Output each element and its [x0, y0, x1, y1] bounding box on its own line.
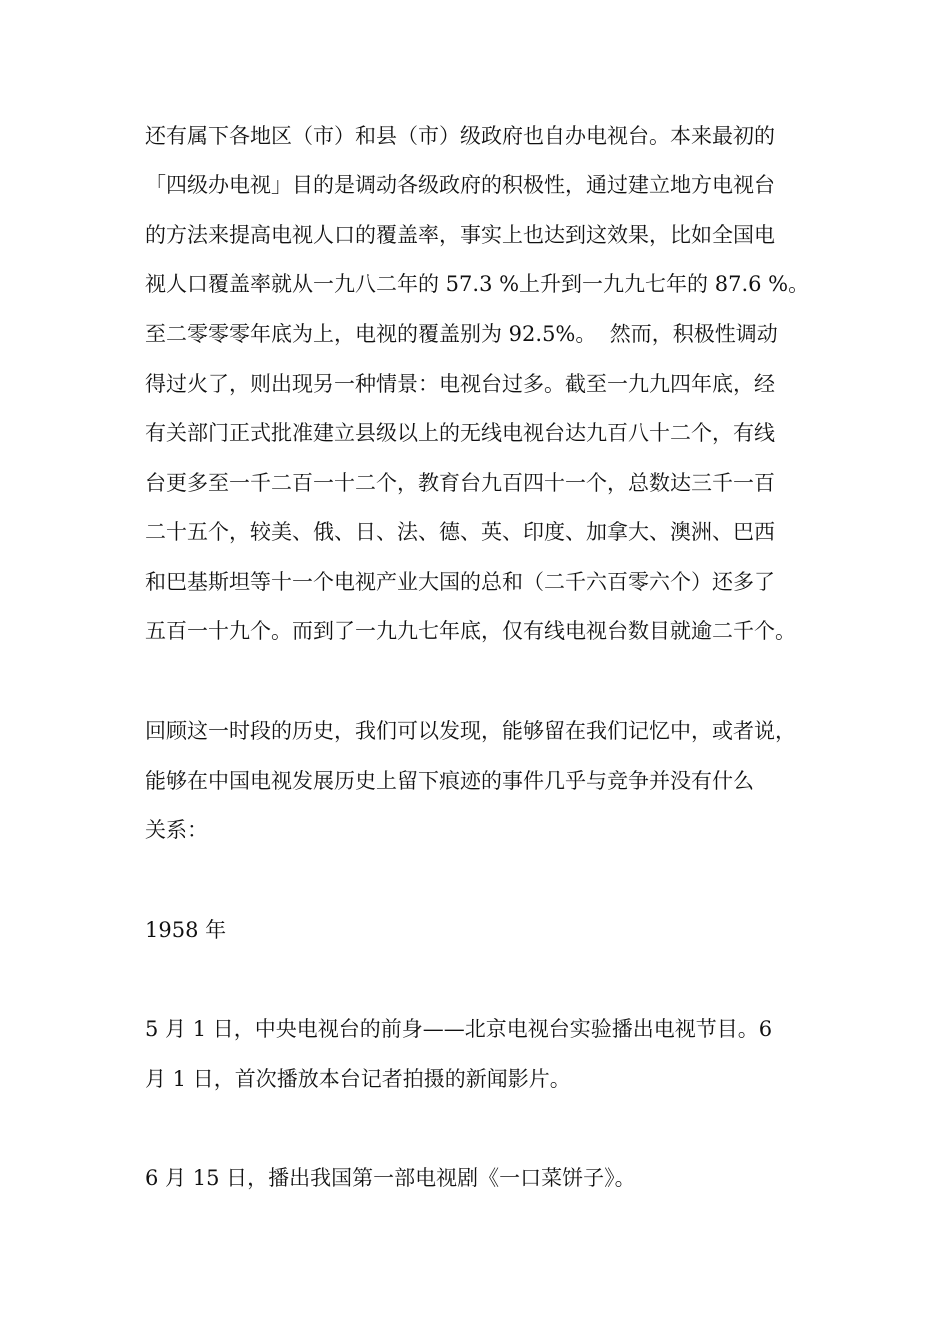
- paragraph-line: 视人口覆盖率就从一九八二年的 57.3 %上升到一九九七年的 87.6 %。: [145, 272, 810, 296]
- paragraph-line: 「四级办电视」目的是调动各级政府的积极性，通过建立地方电视台: [145, 173, 775, 197]
- paragraph-line: 能够在中国电视发展历史上留下痕迹的事件几乎与竞争并没有什么: [145, 769, 754, 793]
- paragraph-line: 关系：: [145, 818, 208, 842]
- entry-line: 6 月 15 日，播出我国第一部电视剧《一口菜饼子》。: [145, 1166, 636, 1190]
- paragraph-line: 得过火了，则出现另一种情景：电视台过多。截至一九九四年底，经: [145, 372, 775, 396]
- paragraph-line: 二十五个，较美、俄、日、法、德、英、印度、加拿大、澳洲、巴西: [145, 520, 775, 544]
- paragraph-line: 的方法来提高电视人口的覆盖率，事实上也达到这效果，比如全国电: [145, 223, 775, 247]
- paragraph-line: 和巴基斯坦等十一个电视产业大国的总和（二千六百零六个）还多了: [145, 570, 775, 594]
- paragraph-line: 五百一十九个。而到了一九九七年底，仅有线电视台数目就逾二千个。: [145, 619, 796, 643]
- paragraph-line: 有关部门正式批准建立县级以上的无线电视台达九百八十二个，有线: [145, 421, 775, 445]
- entry-line: 5 月 1 日，中央电视台的前身——北京电视台实验播出电视节目。6: [145, 1017, 773, 1041]
- entry-line: 月 1 日，首次播放本台记者拍摄的新闻影片。: [145, 1067, 571, 1091]
- paragraph-line: 至二零零零年底为上，电视的覆盖别为 92.5%。 然而，积极性调动: [145, 322, 778, 346]
- paragraph-line: 回顾这一时段的历史，我们可以发现，能够留在我们记忆中，或者说，: [145, 719, 796, 743]
- year-heading: 1958 年: [145, 918, 227, 942]
- paragraph-line: 还有属下各地区（市）和县（市）级政府也自办电视台。本来最初的: [145, 124, 775, 148]
- paragraph-line: 台更多至一千二百一十二个，教育台九百四十一个，总数达三千一百: [145, 471, 775, 495]
